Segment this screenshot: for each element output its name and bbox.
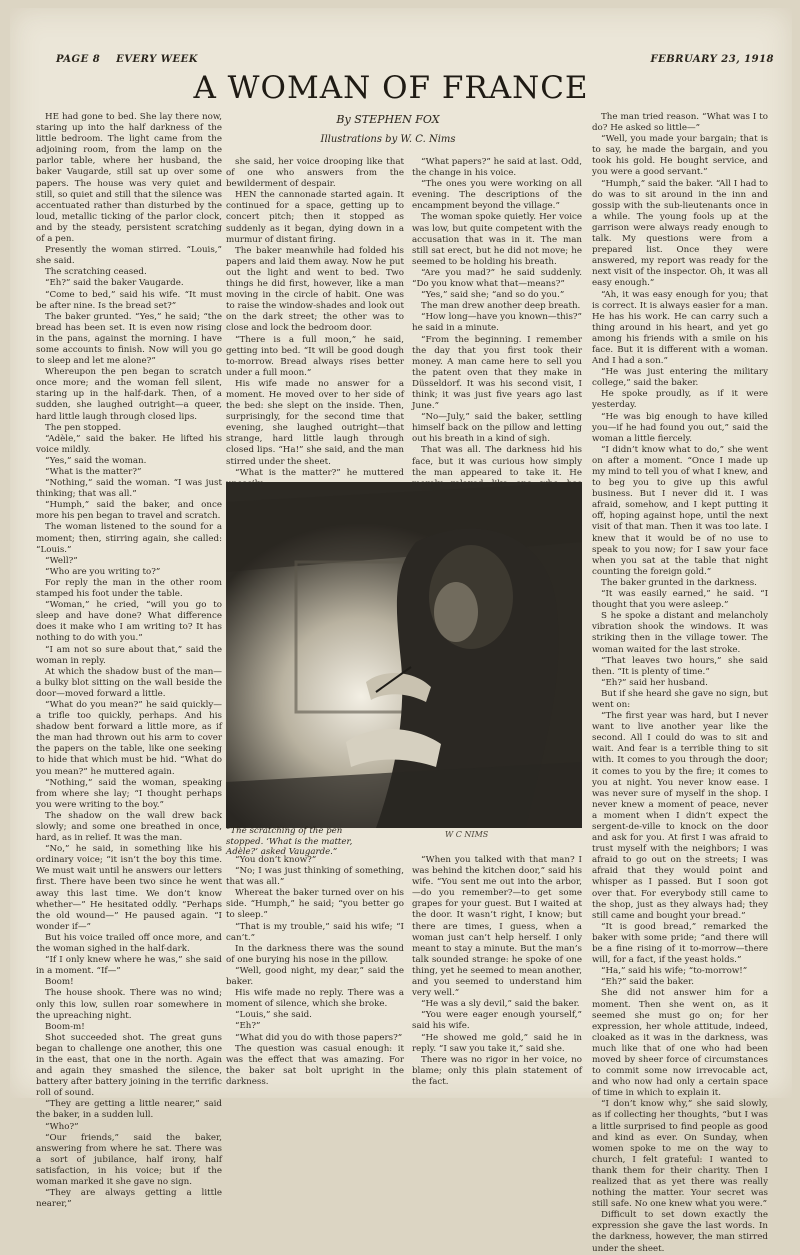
paragraph: The shadow on the wall drew back slowly; and some one breathed in once, hard, as in relief. It was the man. <box>36 810 222 844</box>
paragraph: Difficult to set down exactly the expression she gave the last words. In the darkness, however, the man stirred under the sheet. <box>592 1210 768 1254</box>
paragraph: “How long—have you known—this?” he said in a minute. <box>412 312 582 334</box>
paragraph: “You don’t know?” <box>235 855 317 865</box>
paragraph: For reply the man in the other room stamped his foot under the table. <box>36 577 222 600</box>
paragraph: “No—July,” said the baker, settling himself back on the pillow and letting out his breath in a kind of sigh. <box>412 412 582 445</box>
paragraph: “Humph,” said the baker. “All I had to do was to sit around in the inn and gossip with the sub-lieutenants once in a while. The young fools up at the garrison were always ready enough to talk. My questions were from a prepared list. Once they were answered, my report was ready for the next visit of the inspector. Oh, it was all easy enough.” <box>592 178 768 289</box>
paragraph: “He showed me gold,” said he in reply. “I saw you take it,” said she. <box>412 1032 582 1054</box>
paragraph: “I didn’t know what to do,” she went on after a moment. “Once I made up my mind to tell you of what I knew, and to beg you to give up this awful business. But I never did it. I was afraid, somehow, and I kept putting it off, hoping against hope, until the next visit of that man. Then it was too late. I knew that it would be of no use to speak to you now; for I saw your face when you sat at the table that night counting the foreign gold.” <box>592 444 768 577</box>
column-2-top <box>226 157 404 482</box>
paragraph: “That leaves two hours,” she said then. “It is plenty of time.” <box>592 655 768 677</box>
paragraph: “That is my trouble,” said his wife; “I can’t.” <box>226 921 404 943</box>
paragraph: But if she heard she gave no sign, but went on: <box>592 688 768 710</box>
paragraph: “Who are you writing to?” <box>45 566 161 577</box>
page-label: PAGE 8 <box>56 54 101 65</box>
illustration-credit: Illustrations by W. C. Nims <box>320 134 456 145</box>
paragraph: The pen stopped. <box>45 422 122 433</box>
paragraph: “When you talked with that man? I was behind the kitchen door,” said his wife. “You sent me out into the arbor,—do you remember?—to get some grapes for your guest. But I waited at the door. It wasn’t right, I know; but there are times, I guess, when a woman just can’t help herself. I only meant to stay a minute. But the man’s talk sounded strange: he spoke of one thing, yet he seemed to mean another, and you seemed to understand him very well.” <box>412 855 582 999</box>
paragraph: Whereupon the pen began to scratch once more; and the woman fell silent, staring up in the half-dark. Then, of a sudden, she laughed outright—a queer, hard little laugh through closed lips. <box>36 367 222 422</box>
paragraph: “The first year was hard, but I never want to live another year like the second. All I could do was to sit and wait. And fear is a terrible thing to sit with. It comes to you through the door; it comes to you by the fire; it comes to you at night. You never know ease. I was never sure of myself in the shop. I never knew a moment of peace, never a moment when I didn’t expect the sergent-de-ville to knock on the door and ask for you. At first I was afraid to trust myself with the neighbors; I was afraid to go out on the streets; I was afraid that they would point and whisper as I passed. But I soon got over that. For everybody still came to the shop, just as they always had; they still came and bought your bread.” <box>592 711 768 921</box>
paragraph: “Well, good night, my dear,” said the baker. <box>226 965 404 988</box>
paragraph: she said, her voice drooping like that of one who answers from the bewilderment of despair. <box>226 157 404 190</box>
column-3-bottom <box>412 855 582 1087</box>
paragraph: “Yes,” said she; “and so do you.” <box>421 290 565 301</box>
paragraph: “He was big enough to have killed you—if he had found you out,” said the woman a little fiercely. <box>592 411 768 444</box>
issue-date: FEBRUARY 23, 1918 <box>650 54 774 65</box>
paragraph: His wife made no answer for a moment. He moved over to her side of the bed: she slept on the inside. Then, surprisingly, for the second time that evening, she laughed outright—that strange, hard little laugh through closed lips. “Ha!” she said, and the man stirred under the sheet. <box>226 378 404 467</box>
paragraph: “What is the matter?” <box>45 467 142 477</box>
paragraph: “Well, you made your bargain; that is to say, he made the bargain, and you took his gold. He bought service, and you were a good servant.” <box>592 134 768 178</box>
paragraph: “Eh?” <box>235 1021 261 1032</box>
paragraph: “What do you mean?” he said quickly—a trifle too quickly, perhaps. And his shadow bent forward a little more, as if the man had thrown out his arm to cover the papers on the table, like one seeking to hide that which must be hid. “What do you mean?” he muttered again. <box>36 699 222 777</box>
paragraph: “He was a sly devil,” said the baker. <box>421 999 580 1010</box>
illustration-caption: “The scratching of the pen stopped. ‘What is the matter, Adèle?’ asked Vaugarde.” <box>226 826 353 857</box>
paragraph: Shot succeeded shot. The great guns began to challenge one another, this one in the east, that one in the north. Again and again they smashed the silence, battery after battery joining in the terrific roll of sound. <box>36 1032 222 1099</box>
paragraph: “Our friends,” said the baker, answering from where he sat. There was a sort of jubilance, half irony, half satisfaction, in his voice; but if the woman marked it she gave no sign. <box>36 1132 222 1187</box>
paragraph: “What did you do with those papers?” <box>235 1032 403 1043</box>
paragraph: The woman listened to the sound for a moment; then, stirring again, she called: “Louis.” <box>36 522 222 555</box>
column-2-bottom <box>226 855 404 1087</box>
paragraph: The baker grunted in the darkness. <box>601 577 757 588</box>
paragraph: “Who?” <box>45 1121 79 1132</box>
publication-name: EVERY WEEK <box>116 54 198 65</box>
paragraph: He spoke proudly, as if it were yesterday. <box>592 389 768 411</box>
paragraph: That was all. The darkness hid his face, but it was curious how simply the man appeared to take it. He <box>412 445 582 478</box>
paragraph: “Humph,” said the baker, and once more his pen began to travel and scratch. <box>36 500 222 522</box>
paragraph: She did not answer him for a moment. Then she went on, as it seemed she must go on; for her expression, her whole attitude, indeed, cloaked as it was in the darkness, was much like that of one who had been moved by sheer force of circumstances to commit some now irrevocable act, and who now had only a certain space of time in which to explain it. <box>592 988 768 1099</box>
paragraph: “You were eager enough yourself,” said his wife. <box>412 1010 582 1032</box>
paragraph: “From the beginning. I remember the day that you first took their money. A man came here to sell you the patent oven that they make in Düsseldorf. It was his second visit, I think; it was just five years ago last June.” <box>412 334 582 412</box>
paragraph: “I am not so sure about that,” said the woman in reply. <box>36 644 222 666</box>
paragraph: Whereat the baker turned over on his side. “Humph,” he said; “you better go to sleep.” <box>226 888 404 921</box>
article-title: A WOMAN OF FRANCE <box>193 70 589 106</box>
paragraph: “No,” he said, in something like his ordinary voice; “it isn’t the boy this time. We must wait until he answers our letters first. There have been two since he went away this last time. We don’t know whether—” He hesitated oddly. “Perhaps the old wound—” He paused again. “I wonder if—” <box>36 844 222 932</box>
paragraph: “The ones you were working on all evening. The descriptions of the encampment beyond the village.” <box>412 179 582 212</box>
column-4 <box>592 112 768 1254</box>
paragraph: “What is the matter?” he muttered <box>235 467 404 478</box>
paragraph: The scratching ceased. <box>45 267 147 278</box>
paragraph: “He was just entering the military college,” said the baker. <box>592 367 768 389</box>
paragraph: “They are always getting a little nearer,” <box>36 1188 222 1210</box>
paragraph: “Ha,” said his wife; “to-morrow!” <box>601 966 748 977</box>
paragraph: “They are getting a little nearer,” said the baker, in a sudden lull. <box>36 1099 222 1121</box>
paragraph: “It is good bread,” remarked the baker with some pride; “and there will be a fine rising of it to-morrow—there will, for a fact, if the yeast holds.” <box>592 921 768 966</box>
paragraph: “Are you mad?” he said suddenly. “Do you know what that—means?” <box>412 267 582 290</box>
paragraph: The woman spoke quietly. Her voice was low, but quite competent with the accusation that was in it. The man still sat erect, but he did not move; he seemed to be holding his breath. <box>412 212 582 267</box>
paragraph: “Louis,” she said. <box>235 1010 312 1021</box>
illustration-drawing <box>226 482 582 828</box>
paragraph: The man drew another deep breath. <box>421 301 581 312</box>
paragraph: “I don’t know why,” she said slowly, as if collecting her thoughts, “but I was a little surprised to find people as good and kind as ever. On Sunday, when women spoke to me on the way to church, I felt grateful: I wanted to thank them for their charity. Then I realized that as yet there was really nothing the matter. Your secret was still safe. No one knew what you were.” <box>592 1099 768 1210</box>
paragraph: At which the shadow bust of the man—a bulky blot sitting on the wall beside the door—moved forward a little. <box>36 666 222 699</box>
paragraph: Boom! <box>45 977 74 988</box>
byline: By STEPHEN FOX <box>336 113 440 126</box>
paragraph: “Nothing,” said the woman, speaking from where she lay; “I thought perhaps you were writing to the boy.” <box>36 777 222 810</box>
paragraph: “Come to bed,” said his wife. “It must be after nine. Is the bread set?” <box>36 289 222 311</box>
paragraph: S he spoke a distant and melancholy vibration shook the windows. It was striking then in the village tower. The woman waited for the last stroke. <box>592 611 768 655</box>
paragraph: “Yes,” said the woman. <box>45 455 147 466</box>
paragraph: There was no rigor in her voice, no blame; only this plain statement of the fact. <box>412 1054 582 1087</box>
artist-signature: W C NIMS <box>445 830 489 839</box>
paragraph: Boom-m! <box>45 1021 85 1032</box>
paragraph: His wife made no reply. There was a moment of silence, which she broke. <box>226 988 404 1010</box>
paragraph: “Eh?” said her husband. <box>601 677 708 688</box>
paragraph: HE had gone to bed. She lay there now, staring up into the half darkness of the little bedroom. The light came from the adjoining room, from the lamp on the parlor table, where her husband, the baker Vaugarde, still sat up over some papers. The house was very quiet and still, so quiet and still that the silence was accentuated rather than disturbed by the loud, metallic ticking of the parlor clock, and by the steady, persistent scratching of a pen. <box>36 112 222 245</box>
paragraph: “Woman,” he cried, “will you go to sleep and have done? What difference does it make who I am writing to? It has nothing to do with you.” <box>36 600 222 644</box>
column-3-top <box>412 157 582 482</box>
paragraph: “Eh?” said the baker Vaugarde. <box>45 278 184 289</box>
paragraph: HEN the cannonade started again. It continued for a space, getting up to concert pitch; then it stopped as suddenly as it began, dying down in a murmur of distant firing. <box>226 190 404 245</box>
column-1 <box>36 112 222 1210</box>
paragraph: The house shook. There was no wind; only this low, sullen roar somewhere in the upreaching night. <box>36 988 222 1021</box>
paragraph: “No; I was just thinking of something, that was all.” <box>226 866 404 888</box>
illustration <box>226 482 582 828</box>
paragraph: But his voice trailed off once more, and the woman sighed in the half-dark. <box>36 932 222 955</box>
paragraph: The question was casual enough: it was the effect that was amazing. For the baker sat bolt upright in the darkness. <box>226 1043 404 1087</box>
paragraph: “It was easily earned,” he said. “I thought that you were asleep.” <box>592 589 768 611</box>
paragraph: “Ah, it was easy enough for you; that is correct. It is always easier for a man. He has his work. He can carry such a thing around in his heart, and yet go among his friends with a smile on his face. But it is different with a woman. And I had a son.” <box>592 289 768 367</box>
paragraph: The baker meanwhile had folded his papers and laid them away. Now he put out the light and went to bed. Two things he did first, however, like a man moving in the circle of habit. One was to raise the window-shades and look out on the dark street; the other was to close and lock the bedroom door. <box>226 245 404 334</box>
paragraph: “If I only knew where he was,” she said in a moment. “If—” <box>36 955 222 977</box>
running-head-left <box>56 54 198 65</box>
paragraph: In the darkness there was the sound of one burying his nose in the pillow. <box>226 943 404 965</box>
paragraph: “Nothing,” said the woman. “I was just thinking; that was all.” <box>36 478 222 500</box>
paragraph: The baker grunted. “Yes,” he said; “the bread has been set. It is even now rising in the pans, against the morning. I have some accounts to finish. Now will you go to sleep and let me alone?” <box>36 311 222 367</box>
paragraph: The man tried reason. “What was I to do? He asked so little—” <box>592 112 768 134</box>
paragraph: “There is a full moon,” he said, getting into bed. “It will be good dough to-morrow. Bread always rises better under a full moon.” <box>226 334 404 378</box>
paragraph: “Eh?” said the baker. <box>601 977 695 988</box>
paragraph: “Well?” <box>45 555 78 566</box>
paragraph: Presently the woman stirred. “Louis,” she said. <box>36 245 222 267</box>
paragraph: “What papers?” he said at last. Odd, the change in his voice. <box>412 157 582 179</box>
paragraph: “Adèle,” said the baker. He lifted his voice mildly. <box>36 433 222 455</box>
